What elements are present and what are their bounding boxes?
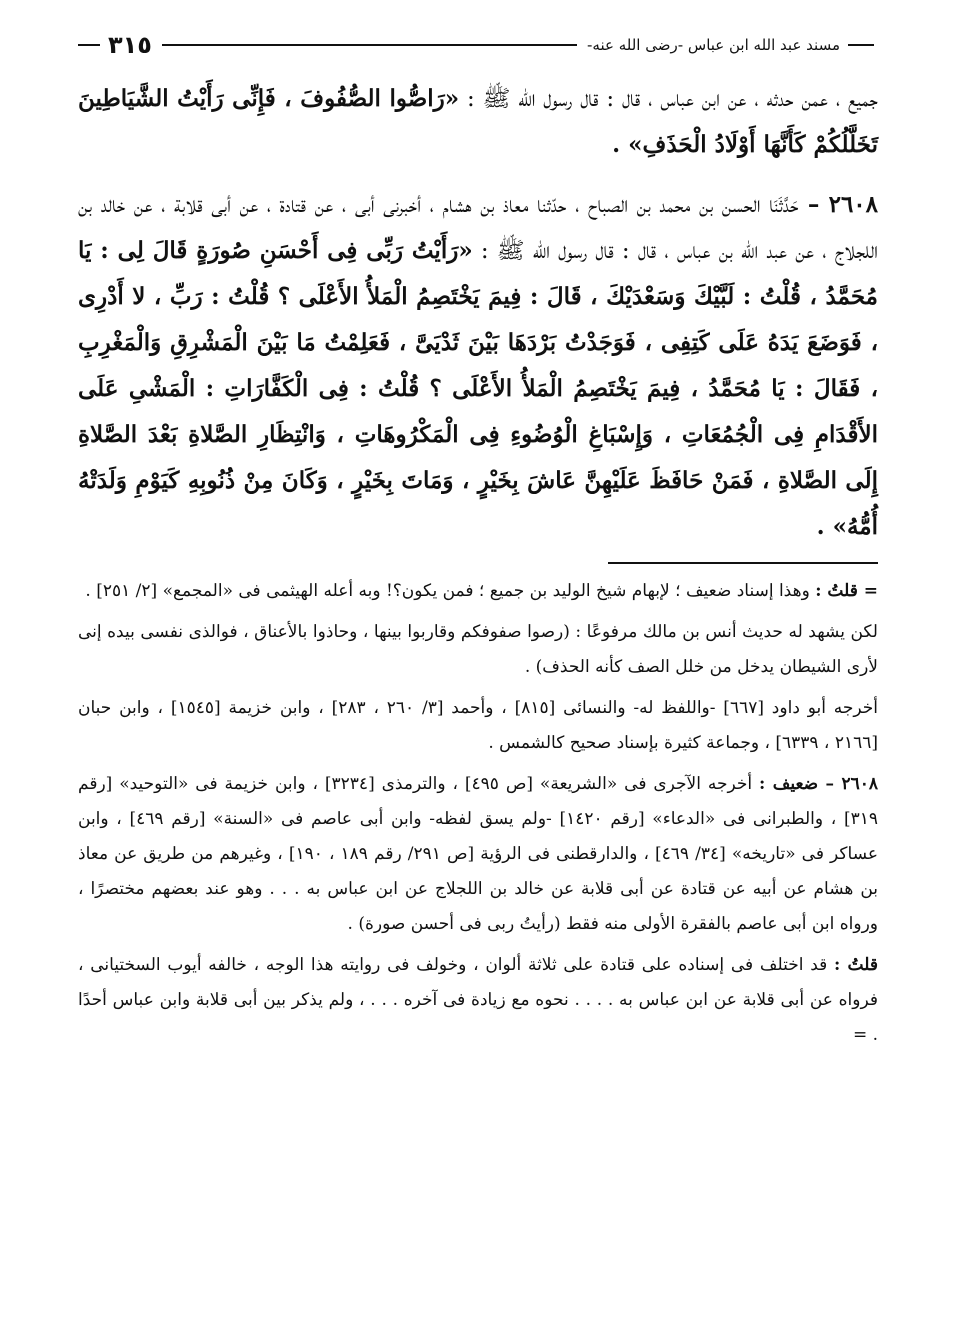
para1-hadith-text: «رَاصُّوا الصُّفُوفَ ، فَإِنِّى رَأَيْتُ الشَّيَاطِينَ تَخَلَّلُكُمْ كَأَنَّهَا أَوْلَادُ الْحَذَفِ» . bbox=[78, 85, 878, 158]
footnote-4-label: ٢٦٠٨ – ضعيف : bbox=[759, 774, 878, 794]
header-title: مسند عبد الله ابن عباس -رضى الله عنه- bbox=[587, 36, 840, 54]
main-paragraph-2 bbox=[78, 182, 878, 550]
footnote-5 bbox=[78, 948, 878, 1053]
header-leading-dash bbox=[848, 44, 874, 46]
main-paragraph-1 bbox=[78, 76, 878, 168]
header-rule bbox=[162, 44, 577, 46]
footnote-separator bbox=[608, 562, 878, 564]
footnote-2: لكن يشهد له حديث أنس بن مالك مرفوعًا : (رصوا صفوفكم وقاربوا بينها ، وحاذوا بالأعناق ، فوالذى نفسى بيده إنى لأرى الشيطان يدخل من خلل الصف كأنه الحذف) . bbox=[78, 622, 878, 677]
footnote-4 bbox=[78, 767, 878, 942]
para2-hadith-text: «رَأَيْتُ رَبِّى فِى أَحْسَنِ صُورَةٍ قَالَ لِى : يَا مُحَمَّدُ ، قُلْتُ : لَبَّيْكَ وَسَعْدَيْكَ ، قَالَ : فِيمَ يَخْتَصِمُ الْمَلأُ الأَعْلَى ؟ قُلْتُ : رَبِّ ، لا أَدْرِى ، فَوَضَعَ يَدَهُ عَلَى كَتِفِى ، فَوَجَدْتُ بَرْدَهَا بَيْنَ ثَدْيَىَّ ، فَعَلِمْتُ مَا بَيْنَ الْمَشْرِقِ وَالْمَغْرِبِ ، فَقَالَ : يَا مُحَمَّدُ ، فِيمَ يَخْتَصِمُ الْمَلأُ الأَعْلَى ؟ قُلْتُ : فِى الْكَفَّارَاتِ : الْمَشْىِ عَلَى الأَقْدَامِ فِى الْجُمُعَاتِ ، وَإِسْبَاغِ الْوُضُوءِ فِى الْمَكْرُوهَاتِ ، وَانْتِظَارِ الصَّلاةِ بَعْدَ الصَّلاةِ إِلَى الصَّلاةِ ، فَمَنْ حَافَظَ عَلَيْهِنَّ عَاشَ بِخَيْرٍ ، وَمَاتَ بِخَيْرٍ ، وَكَانَ مِنْ ذُنُوبِهِ كَيَوْمِ وَلَدَتْهُ أُمُّهُ» . bbox=[78, 237, 878, 540]
footnote-1-text: وهذا إسناد ضعيف ؛ لإبهام شيخ الوليد بن جميع ؛ فمن يكون؟! وبه أعله الهيثمى فى «المجمع» [٢/ ٢٥١] . bbox=[85, 581, 816, 601]
footnote-3: أخرجه أبو داود [٦٦٧] -واللفظ له- والنسائى [٨١٥] ، وأحمد [٣/ ٢٦٠ ، ٢٨٣] ، وابن خزيمة [١٥٤٥] ، وابن حبان [٢١٦٦ ، ٦٣٣٩] ، وجماعة كثيرة بإسناد صحيح كالشمس . bbox=[78, 698, 878, 753]
page-number: ٣١٥ bbox=[108, 31, 152, 59]
footnote-1 bbox=[78, 574, 878, 609]
running-header bbox=[78, 26, 878, 64]
footnote-5-text: قد اختلف فى إسناده على قتادة على ثلاثة ألوان ، وخولف فى روايته هذا الوجه ، خالفه أيوب السختيانى ، فرواه عن أبى قلابة عن ابن عباس به . . . . نحوه مع زيادة فى آخره . . . ، ولم يذكر بين أبى قلابة وابن عباس أحدًا . bbox=[78, 955, 878, 1045]
para2-isnad: حَدَّثَنَا الحسن بن محمد بن الصباح ، حدّثنا معاذ بن هشام ، أخبرنى أبى ، عن قتادة ، عن أبى قلابة ، عن خالد بن اللجلاج ، عن عبد الله بن عباس ، قال : قال رسول الله ﷺ : bbox=[78, 192, 878, 264]
continuation-mark: = bbox=[852, 1025, 873, 1045]
para1-narration: جميع ، عمن حدثه ، عن ابن عباس ، قال : قال رسول الله ﷺ : bbox=[459, 86, 878, 112]
header-trailing-dash bbox=[78, 44, 100, 46]
hadith-number: ٢٦٠٨ – bbox=[798, 191, 879, 218]
page bbox=[78, 26, 878, 1059]
footnote-1-label: = قلتُ : bbox=[815, 581, 878, 601]
footnotes bbox=[78, 574, 878, 1053]
footnote-4-text: أخرجه الآجرى فى «الشريعة» [ص ٤٩٥] ، والترمذى [٣٢٣٤] ، وابن خزيمة فى «التوحيد» [رقم ٣١٩] ، والطبرانى فى «الدعاء» [رقم ١٤٢٠] -ولم يسق لفظه- وابن أبى عاصم فى «السنة» [رقم ٤٦٩] ، وابن عساكر فى «تاريخه» [٣٤/ ٤٦٩] ، والدارقطنى فى الرؤية [ص ٢٩١/ رقم ١٨٩ ، ١٩٠] ، وغيرهم من طريق عن معاذ بن هشام عن أبيه عن قتادة عن أبى قلابة عن خالد بن اللجلاج عن ابن عباس به . . . وهو عند بعضهم مختصرًا ، ورواه ابن أبى عاصم بالفقرة الأولى منه فقط (رأيتُ ربى فى أحسن صورة) . bbox=[78, 774, 879, 934]
footnote-5-label: قلتُ : bbox=[834, 955, 878, 975]
main-text bbox=[78, 76, 878, 550]
